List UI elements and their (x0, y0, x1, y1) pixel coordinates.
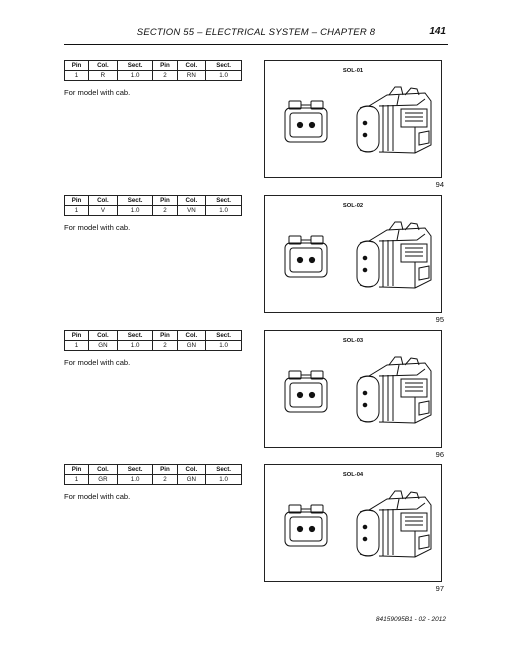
pin-table (64, 464, 242, 485)
page-header (64, 24, 448, 45)
connector-drawing (265, 331, 441, 447)
connector-label: SOL-02 (342, 203, 364, 209)
table-row: 1 GR 1.0 2 GN 1.0 (65, 475, 242, 485)
model-note: For model with cab. (64, 223, 131, 232)
connector-label: SOL-03 (342, 338, 364, 344)
model-note: For model with cab. (64, 358, 131, 367)
table-header-row: Pin Col. Sect. Pin Col. Sect. (65, 196, 242, 206)
page-number: 141 (429, 26, 446, 37)
connector-3d-view (357, 357, 431, 423)
table-header-row: Pin Col. Sect. Pin Col. Sect. (65, 61, 242, 71)
connector-drawing (265, 196, 441, 312)
connector-figure (264, 464, 442, 582)
document-code: 84159095B1 - 02 - 2012 (375, 616, 446, 623)
connector-3d-view (357, 222, 431, 288)
connector-label: SOL-04 (342, 472, 364, 478)
connector-face-view (285, 371, 327, 412)
model-note: For model with cab. (64, 492, 131, 501)
table-row: 1 R 1.0 2 RN 1.0 (65, 71, 242, 81)
connector-face-view (285, 101, 327, 142)
table-header-row: Pin Col. Sect. Pin Col. Sect. (65, 465, 242, 475)
figure-number: 97 (435, 584, 444, 593)
connector-figure (264, 195, 442, 313)
figure-number: 94 (435, 180, 444, 189)
figure-number: 95 (435, 315, 444, 324)
connector-drawing (265, 61, 441, 177)
connector-figure (264, 330, 442, 448)
pin-table (64, 195, 242, 216)
table-row: 1 GN 1.0 2 GN 1.0 (65, 341, 242, 351)
connector-face-view (285, 236, 327, 277)
table-row: 1 V 1.0 2 VN 1.0 (65, 206, 242, 216)
connector-drawing (265, 465, 441, 581)
pin-table (64, 330, 242, 351)
section-title: SECTION 55 – ELECTRICAL SYSTEM – CHAPTER 8 (136, 27, 376, 38)
connector-face-view (285, 505, 327, 546)
connector-3d-view (357, 87, 431, 153)
connector-3d-view (357, 491, 431, 557)
pin-table (64, 60, 242, 81)
model-note: For model with cab. (64, 88, 131, 97)
table-header-row: Pin Col. Sect. Pin Col. Sect. (65, 331, 242, 341)
figure-number: 96 (435, 450, 444, 459)
connector-figure (264, 60, 442, 178)
connector-label: SOL-01 (342, 68, 364, 74)
